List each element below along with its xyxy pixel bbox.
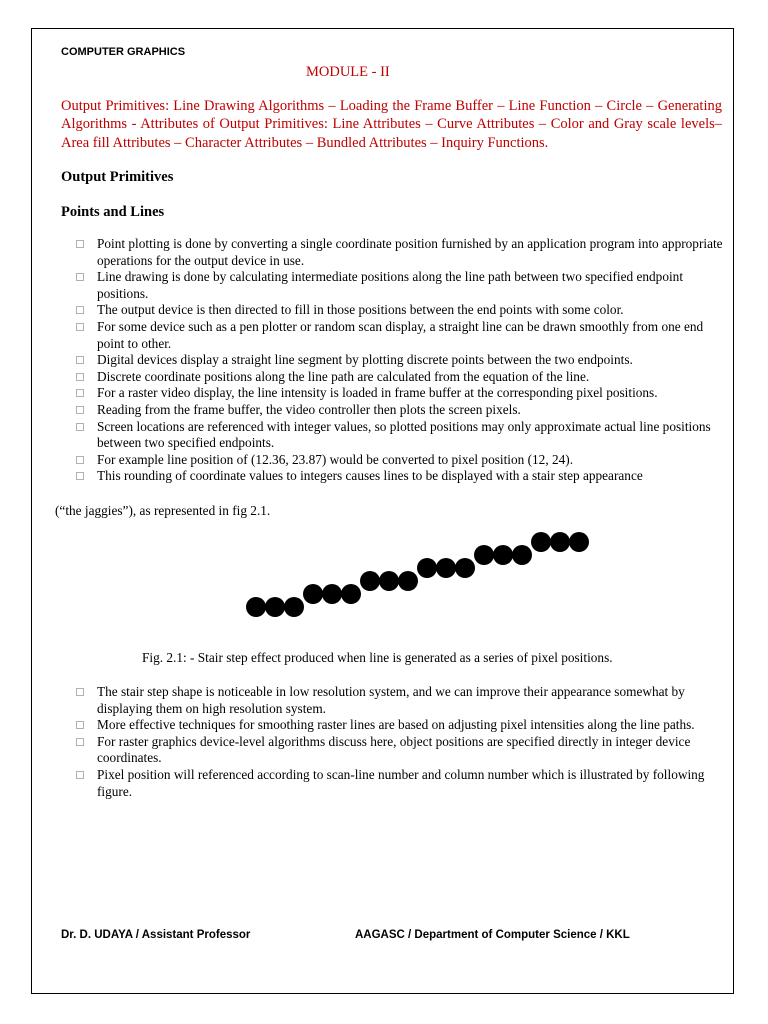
list-item: Screen locations are referenced with integer values, so plotted positions may only approximate actual line positions between two specified endpoints. bbox=[76, 419, 726, 452]
figure-caption: Fig. 2.1: - Stair step effect produced when line is generated as a series of pixel positions. bbox=[142, 650, 613, 665]
list-item: This rounding of coordinate values to integers causes lines to be displayed with a stair step appearance bbox=[76, 468, 726, 485]
pixel-dot bbox=[550, 532, 570, 552]
bullet-box-icon bbox=[76, 738, 84, 746]
bullet-box-icon bbox=[76, 456, 84, 464]
stair-step-figure bbox=[240, 528, 590, 620]
bullet-box-icon bbox=[76, 688, 84, 696]
pixel-dot bbox=[569, 532, 589, 552]
continuation-text: (“the jaggies”), as represented in fig 2.1. bbox=[55, 503, 271, 518]
pixel-dot bbox=[265, 597, 285, 617]
list-item: The stair step shape is noticeable in low resolution system, and we can improve their appearance somewhat by displaying them on high resolution system. bbox=[76, 684, 726, 717]
pixel-dot bbox=[322, 584, 342, 604]
bullet-box-icon bbox=[76, 721, 84, 729]
list-item: For example line position of (12.36, 23.87) would be converted to pixel position (12, 24). bbox=[76, 452, 726, 469]
list-item: For raster graphics device-level algorithms discuss here, object positions are specified directly in integer device coordinates. bbox=[76, 734, 726, 767]
list-item: The output device is then directed to fill in those positions between the end points with some color. bbox=[76, 302, 726, 319]
pixel-dot bbox=[531, 532, 551, 552]
pixel-dot bbox=[455, 558, 475, 578]
pixel-dot bbox=[436, 558, 456, 578]
pixel-dot bbox=[474, 545, 494, 565]
pixel-dot bbox=[246, 597, 266, 617]
bullet-box-icon bbox=[76, 771, 84, 779]
list-item: Reading from the frame buffer, the video controller then plots the screen pixels. bbox=[76, 402, 726, 419]
bullet-box-icon bbox=[76, 323, 84, 331]
list-item: Digital devices display a straight line segment by plotting discrete points between the two endpoints. bbox=[76, 352, 726, 369]
footer-author: Dr. D. UDAYA / Assistant Professor bbox=[61, 929, 251, 941]
list-item: For a raster video display, the line intensity is loaded in frame buffer at the corresponding pixel positions. bbox=[76, 385, 726, 402]
pixel-dot bbox=[341, 584, 361, 604]
syllabus-topics: Output Primitives: Line Drawing Algorithms – Loading the Frame Buffer – Line Function – Circle – Generating Algorithms - Attributes of Output Primitives: Line Attributes – Curve Attributes – Color and Gray scale levels– Area fill Attributes – Character Attributes – Bundled Attributes – Inquiry Functions. bbox=[61, 98, 722, 151]
bullet-box-icon bbox=[76, 373, 84, 381]
pixel-dot bbox=[303, 584, 323, 604]
list-item: Point plotting is done by converting a single coordinate position furnished by an application program into appropriate operations for the output device in use. bbox=[76, 236, 726, 269]
pixel-dot bbox=[512, 545, 532, 565]
section-heading: Output Primitives bbox=[61, 169, 174, 185]
pixel-dot bbox=[379, 571, 399, 591]
pixel-dot bbox=[284, 597, 304, 617]
list-item: Discrete coordinate positions along the line path are calculated from the equation of the line. bbox=[76, 369, 726, 386]
pixel-dot bbox=[360, 571, 380, 591]
subsection-heading: Points and Lines bbox=[61, 204, 165, 220]
pixel-dot bbox=[493, 545, 513, 565]
bullet-list-2 bbox=[76, 684, 726, 800]
bullet-box-icon bbox=[76, 240, 84, 248]
bullet-box-icon bbox=[76, 423, 84, 431]
bullet-box-icon bbox=[76, 406, 84, 414]
list-item: Line drawing is done by calculating intermediate positions along the line path between two specified endpoint positions. bbox=[76, 269, 726, 302]
list-item: Pixel position will referenced according to scan-line number and column number which is illustrated by following figure. bbox=[76, 767, 726, 800]
pixel-dot bbox=[417, 558, 437, 578]
list-item: More effective techniques for smoothing raster lines are based on adjusting pixel intensities along the line paths. bbox=[76, 717, 726, 734]
list-item: For some device such as a pen plotter or random scan display, a straight line can be drawn smoothly from one end point to other. bbox=[76, 319, 726, 352]
pixel-dot bbox=[398, 571, 418, 591]
bullet-box-icon bbox=[76, 273, 84, 281]
bullet-box-icon bbox=[76, 389, 84, 397]
header-subject: COMPUTER GRAPHICS bbox=[61, 46, 186, 58]
bullet-box-icon bbox=[76, 472, 84, 480]
bullet-box-icon bbox=[76, 356, 84, 364]
module-title: MODULE - II bbox=[306, 64, 390, 80]
footer-department: AAGASC / Department of Computer Science / KKL bbox=[355, 929, 630, 941]
bullet-list-1 bbox=[76, 236, 726, 485]
bullet-box-icon bbox=[76, 306, 84, 314]
